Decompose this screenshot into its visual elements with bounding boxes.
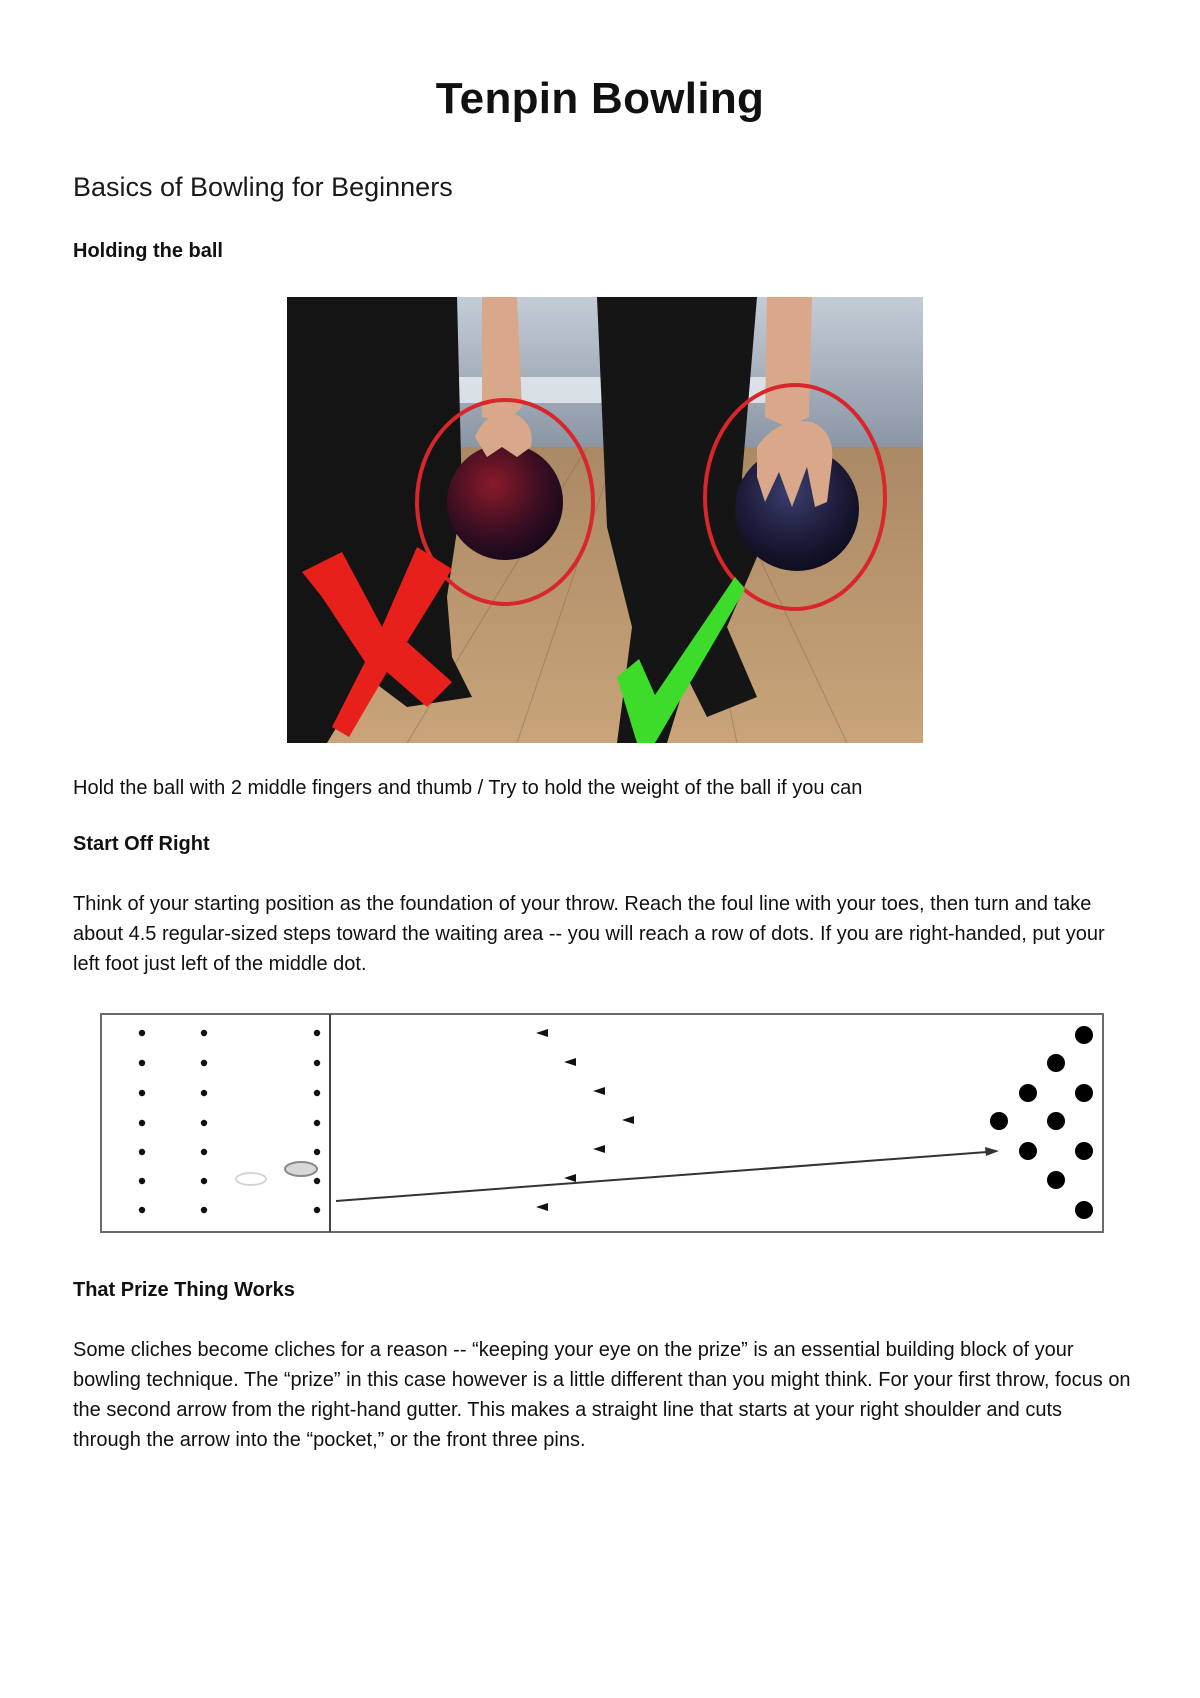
page-title: Tenpin Bowling (435, 74, 765, 123)
lane-diagram (100, 1013, 1104, 1233)
wrong-grip-ball (447, 444, 563, 560)
footprint-left-foot (285, 1162, 317, 1176)
start-off-right-text: Think of your starting position as the foundation of your throw. Reach the foul line with your toes, then turn and take about 4.5 regular-sized steps toward the waiting area -- you will reach a row of dots. If you are right-handed, put your left foot just left of the middle dot. (73, 893, 1105, 975)
ball-grip-photo (287, 297, 923, 743)
heading-that-prize-thing-works: That Prize Thing Works (73, 1279, 295, 1301)
prize-thing-text: Some cliches become cliches for a reason -- “keeping your eye on the prize” is an essential building block of your bowling technique. The “prize” in this case however is a little different than you might think. For your first throw, focus on the second arrow from the right-hand gutter. This makes a straight line that starts at your right shoulder and cuts through the arrow into the “pocket,” or the front three pins. (73, 1339, 1131, 1451)
right-arm (765, 297, 812, 427)
lane-outline (101, 1014, 1103, 1232)
section-subtitle: Basics of Bowling for Beginners (73, 172, 453, 202)
heading-start-off-right: Start Off Right (73, 833, 210, 855)
heading-holding-the-ball: Holding the ball (73, 240, 223, 262)
holding-ball-text: Hold the ball with 2 middle fingers and thumb / Try to hold the weight of the ball if you can (73, 777, 863, 799)
